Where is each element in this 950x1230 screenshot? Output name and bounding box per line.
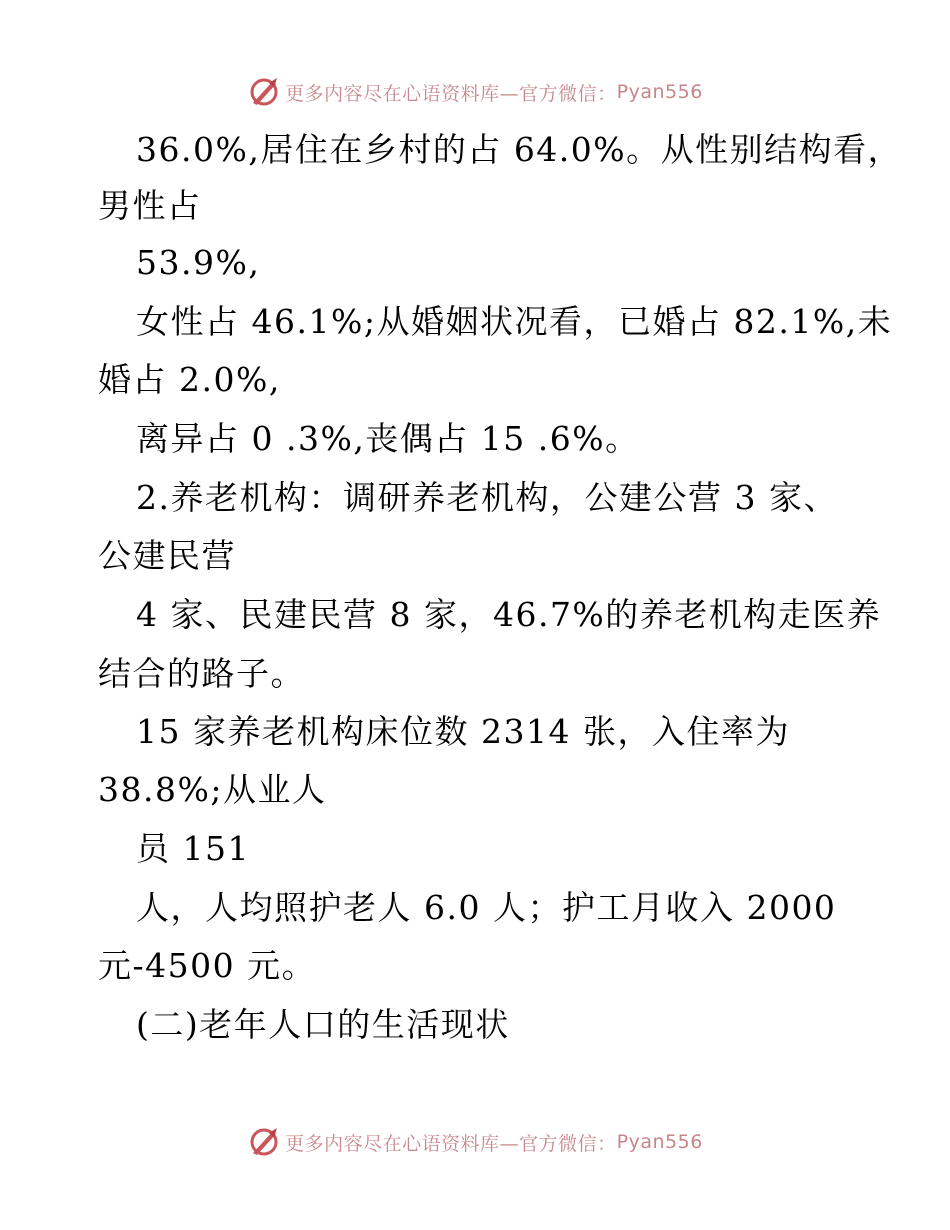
text-line: 婚占 2.0%, xyxy=(98,360,281,399)
text-line: 15 家养老机构床位数 2314 张，入住率为 xyxy=(136,712,790,751)
text-line: 员 151 xyxy=(136,829,250,868)
section-heading: (二)老年人口的生活现状 xyxy=(136,1005,510,1044)
text-line: 4 家、民建民营 8 家，46.7%的养老机构走医养 xyxy=(136,595,882,634)
watermark-text: 更多内容尽在心语资料库—官方微信： xyxy=(285,1132,617,1155)
watermark-text: 更多内容尽在心语资料库—官方微信： xyxy=(285,82,617,105)
text-line: 女性占 46.1%;从婚姻状况看，已婚占 82.1%,未 xyxy=(136,302,893,341)
watermark-wechat-id: Pyan556 xyxy=(616,1131,703,1153)
quill-logo-icon xyxy=(247,1125,281,1159)
quill-logo-icon xyxy=(247,75,281,109)
text-line: 男性占 xyxy=(98,186,202,225)
header-watermark xyxy=(0,72,950,112)
text-line: 36.0%,居住在乡村的占 64.0%。从性别结构看， xyxy=(136,130,903,169)
text-line: 53.9%, xyxy=(136,243,261,282)
text-line: 38.8%;从业人 xyxy=(98,770,327,809)
text-line: 结合的路子。 xyxy=(98,654,305,693)
text-line: 离异占 0 .3%,丧偶占 15 .6%。 xyxy=(136,419,640,458)
text-line: 人，人均照护老人 6.0 人；护工月收入 2000 xyxy=(136,888,837,927)
footer-watermark xyxy=(0,1122,950,1162)
text-line: 元-4500 元。 xyxy=(98,946,317,985)
watermark-wechat-id: Pyan556 xyxy=(616,81,703,103)
text-line: 公建民营 xyxy=(98,536,236,575)
text-line: 2.养老机构：调研养老机构，公建公营 3 家、 xyxy=(136,478,838,517)
